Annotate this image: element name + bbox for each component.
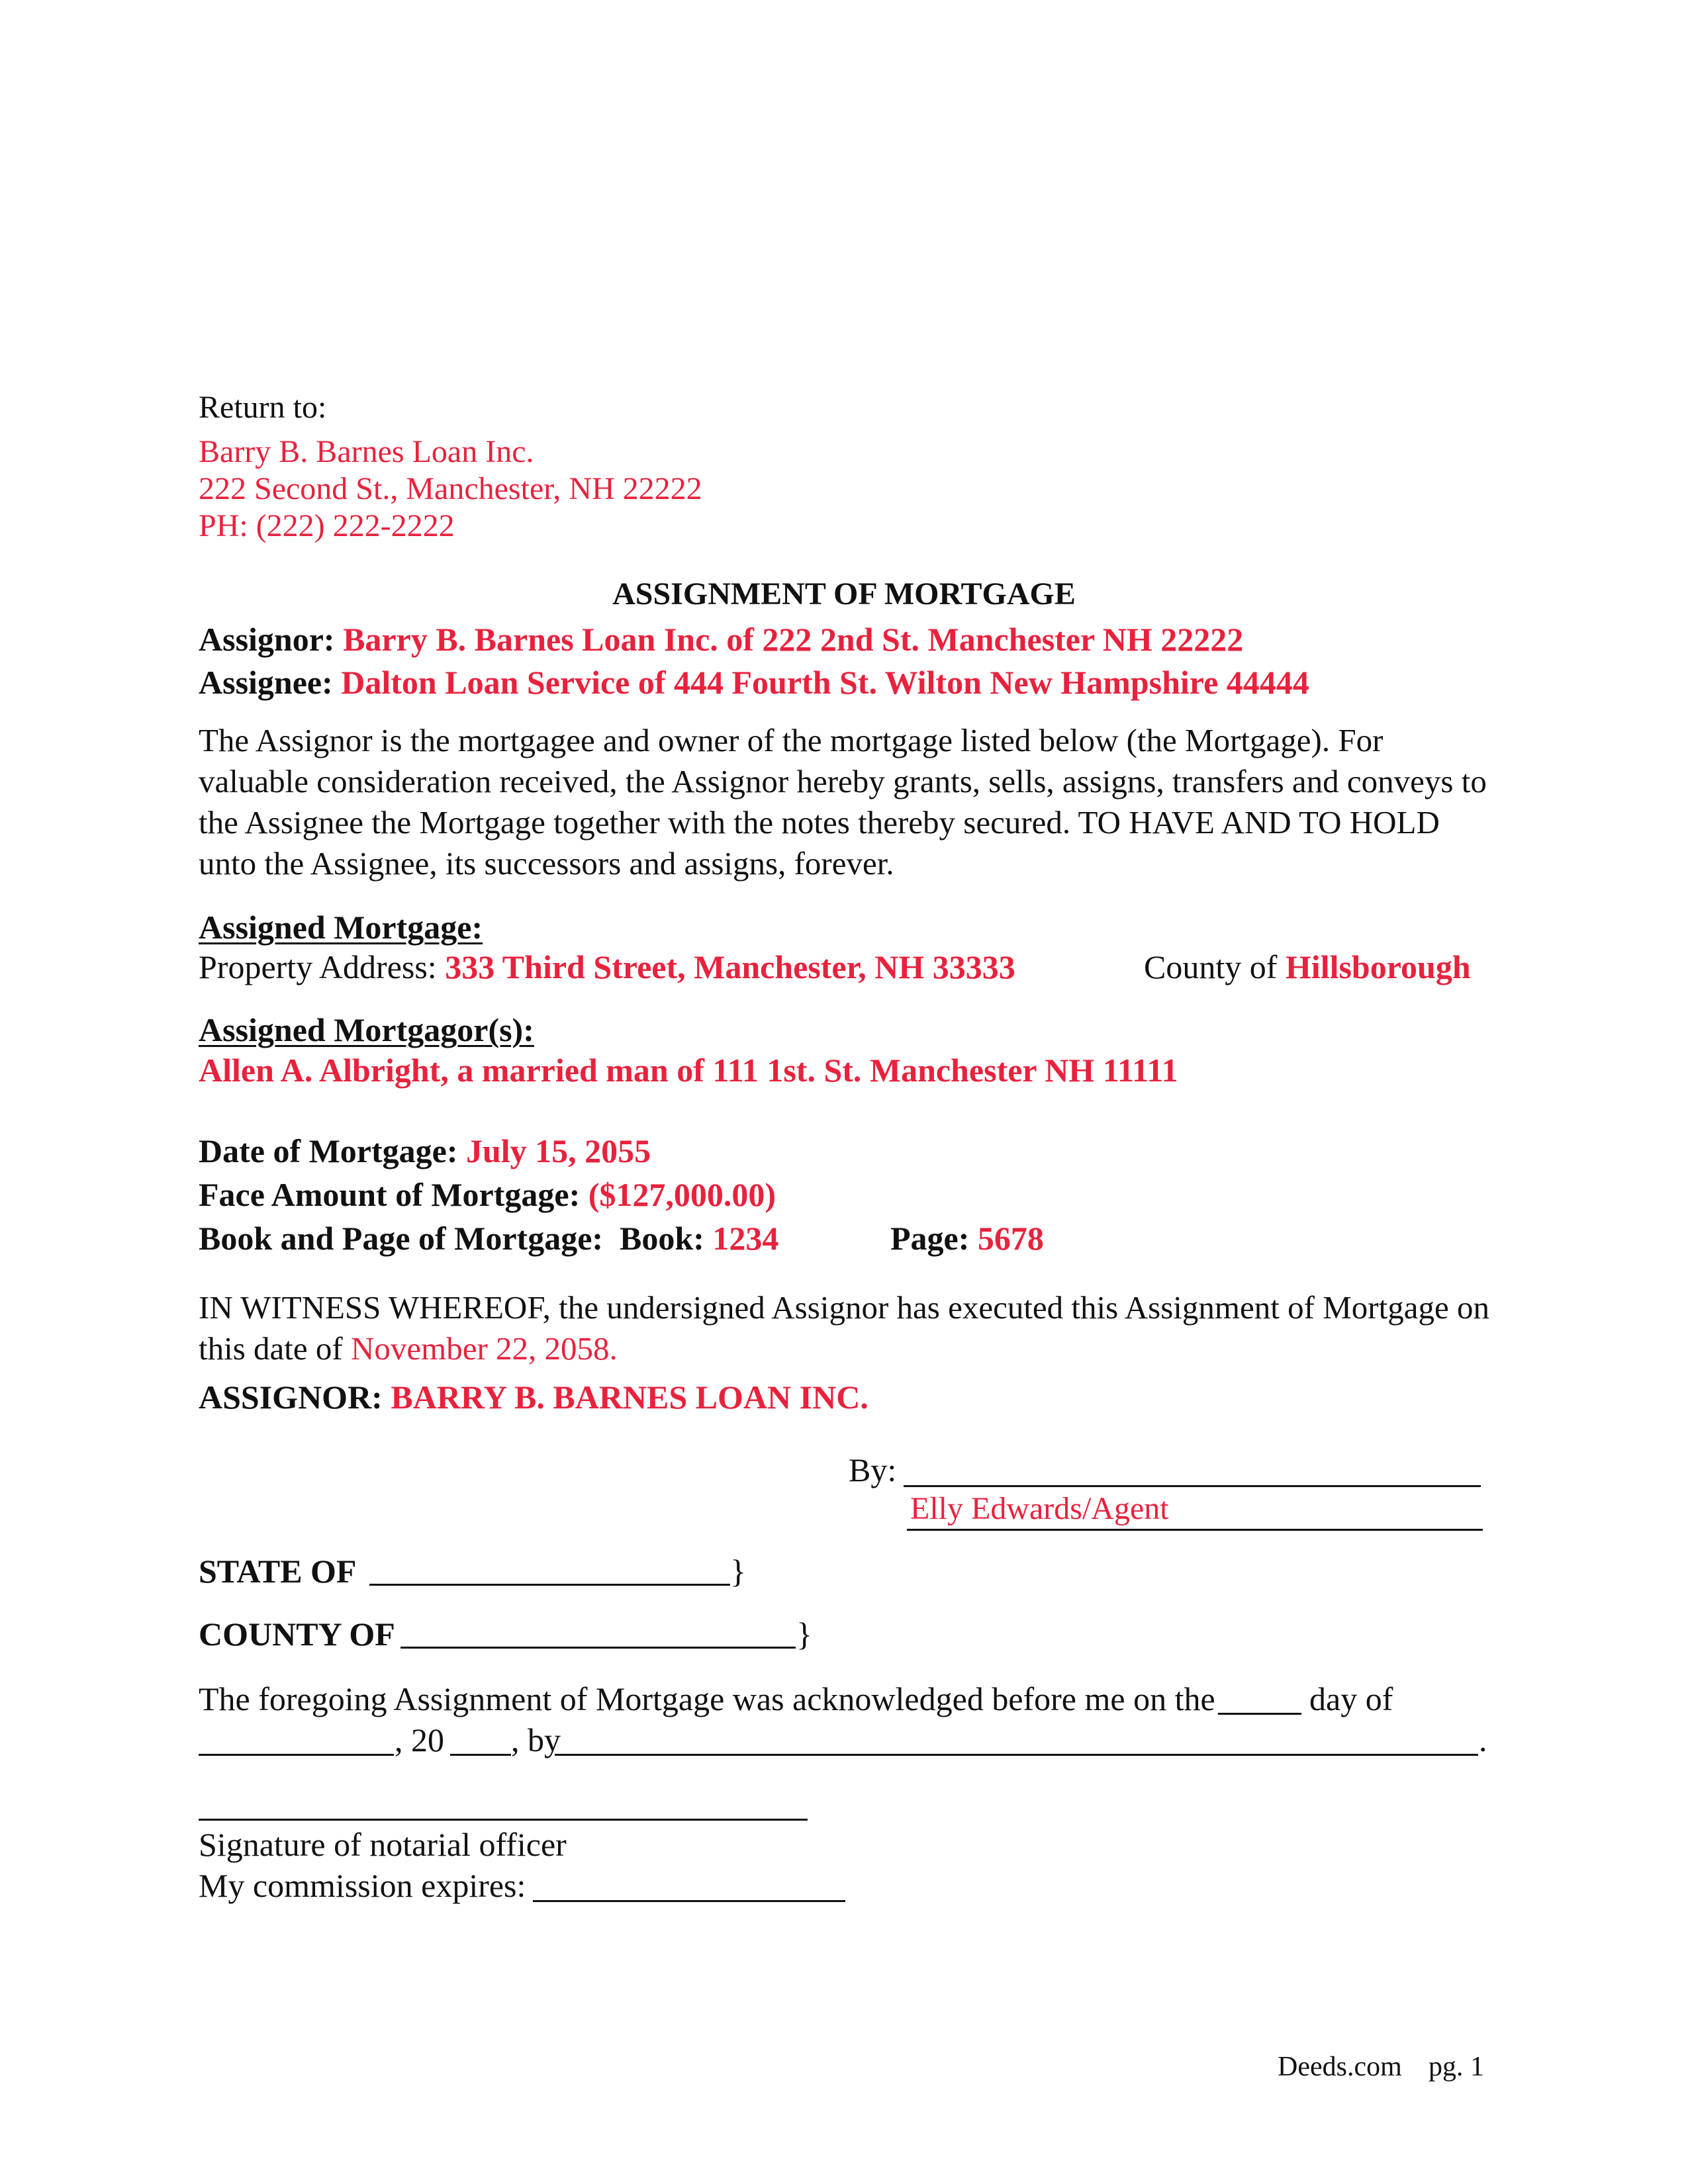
county-brace: }: [796, 1615, 812, 1653]
assignee-line: [199, 663, 1309, 702]
ack-by-blank[interactable]: [555, 1754, 1478, 1756]
ack-day-of: day of: [1309, 1680, 1393, 1717]
face-amount-label: Face Amount of Mortgage:: [199, 1176, 581, 1213]
property-address-line: [199, 948, 1015, 986]
commission-label: My commission expires:: [199, 1867, 526, 1904]
county-label: County of: [1144, 948, 1278, 985]
grant-paragraph: The Assignor is the mortgagee and owner of the mortgage listed below (the Mortgage). For valuable consideration received, the Assignor hereby grants, sells, assigns, transfers and conveys to the Assignee the Mortgage together with the notes thereby secured. TO HAVE AND TO HOLD unto the Assignee, its successors and assigns, forever.: [199, 722, 1487, 882]
assignee-value: Dalton Loan Service of 444 Fourth St. Wilton New Hampshire 44444: [341, 664, 1309, 701]
notary-signature-line[interactable]: [199, 1819, 808, 1821]
book-page-label: Book and Page of Mortgage:: [199, 1220, 604, 1257]
footer-brand: Deeds.com: [1278, 2052, 1402, 2082]
mortgagors-value: Allen A. Albright, a married man of 111 1st. St. Manchester NH 11111: [199, 1052, 1178, 1089]
ack-month-blank[interactable]: [199, 1754, 394, 1756]
property-address-value: 333 Third Street, Manchester, NH 33333: [445, 948, 1015, 985]
assignor-signature-line: [199, 1378, 868, 1416]
return-to-address: 222 Second St., Manchester, NH 22222: [199, 471, 702, 506]
assigned-mortgage-heading: Assigned Mortgage:: [199, 909, 483, 946]
return-to-name: Barry B. Barnes Loan Inc.: [199, 434, 534, 469]
state-of-label: STATE OF: [199, 1553, 357, 1590]
date-of-mortgage-line: [199, 1132, 651, 1170]
notary-signature-label: Signature of notarial officer: [199, 1826, 567, 1863]
assignor-line: [199, 620, 1243, 659]
county-of-label: COUNTY OF: [199, 1615, 395, 1653]
book-page-line: [199, 1219, 778, 1257]
face-amount-line: [199, 1175, 776, 1214]
signer-line: [907, 1490, 1483, 1531]
property-address-label: Property Address:: [199, 948, 437, 985]
book-value: 1234: [712, 1220, 779, 1257]
date-of-mortgage-value: July 15, 2055: [465, 1132, 651, 1169]
ack-period: .: [1479, 1721, 1487, 1758]
ack-line1-text: The foregoing Assignment of Mortgage was acknowledged before me on the: [199, 1680, 1215, 1717]
witness-text: IN WITNESS WHEREOF, the undersigned Assignor has executed this Assignment of Mortgage on this date of: [199, 1289, 1489, 1367]
assignor-sig-value: BARRY B. BARNES LOAN INC.: [391, 1379, 868, 1416]
face-amount-value: ($127,000.00): [588, 1176, 776, 1213]
page-value: 5678: [977, 1220, 1044, 1257]
witness-paragraph: [199, 1287, 1489, 1369]
assignor-value: Barry B. Barnes Loan Inc. of 222 2nd St. Manchester NH 22222: [343, 621, 1244, 658]
by-signature-line[interactable]: [904, 1485, 1481, 1487]
page-label: Page:: [890, 1220, 970, 1257]
ack-comma-by: , by: [511, 1721, 561, 1758]
county-line: [1144, 948, 1471, 986]
date-of-mortgage-label: Date of Mortgage:: [199, 1132, 458, 1169]
footer-page: pg. 1: [1429, 2052, 1484, 2082]
return-to-phone: PH: (222) 222-2222: [199, 508, 455, 543]
witness-date: November 22, 2058.: [350, 1330, 618, 1367]
county-of-blank[interactable]: [400, 1647, 796, 1649]
by-label: By:: [849, 1451, 897, 1488]
document-title: ASSIGNMENT OF MORTGAGE: [612, 576, 1076, 612]
ack-year-blank[interactable]: [450, 1754, 511, 1756]
assignee-label: Assignee:: [199, 664, 333, 701]
return-to-label: Return to:: [199, 390, 327, 425]
ack-day-blank[interactable]: [1218, 1713, 1301, 1715]
county-value: Hillsborough: [1285, 948, 1471, 985]
commission-blank[interactable]: [533, 1900, 845, 1902]
book-label: Book:: [620, 1220, 704, 1257]
page-line: [890, 1219, 1044, 1257]
state-of-blank[interactable]: [369, 1584, 730, 1586]
assignor-sig-label: ASSIGNOR:: [199, 1379, 383, 1416]
ack-comma-20: , 20: [395, 1721, 444, 1758]
state-brace: }: [730, 1553, 746, 1590]
mortgagors-heading: Assigned Mortgagor(s):: [199, 1011, 534, 1048]
signer-name: Elly Edwards/Agent: [910, 1491, 1169, 1526]
assignor-label: Assignor:: [199, 621, 335, 658]
